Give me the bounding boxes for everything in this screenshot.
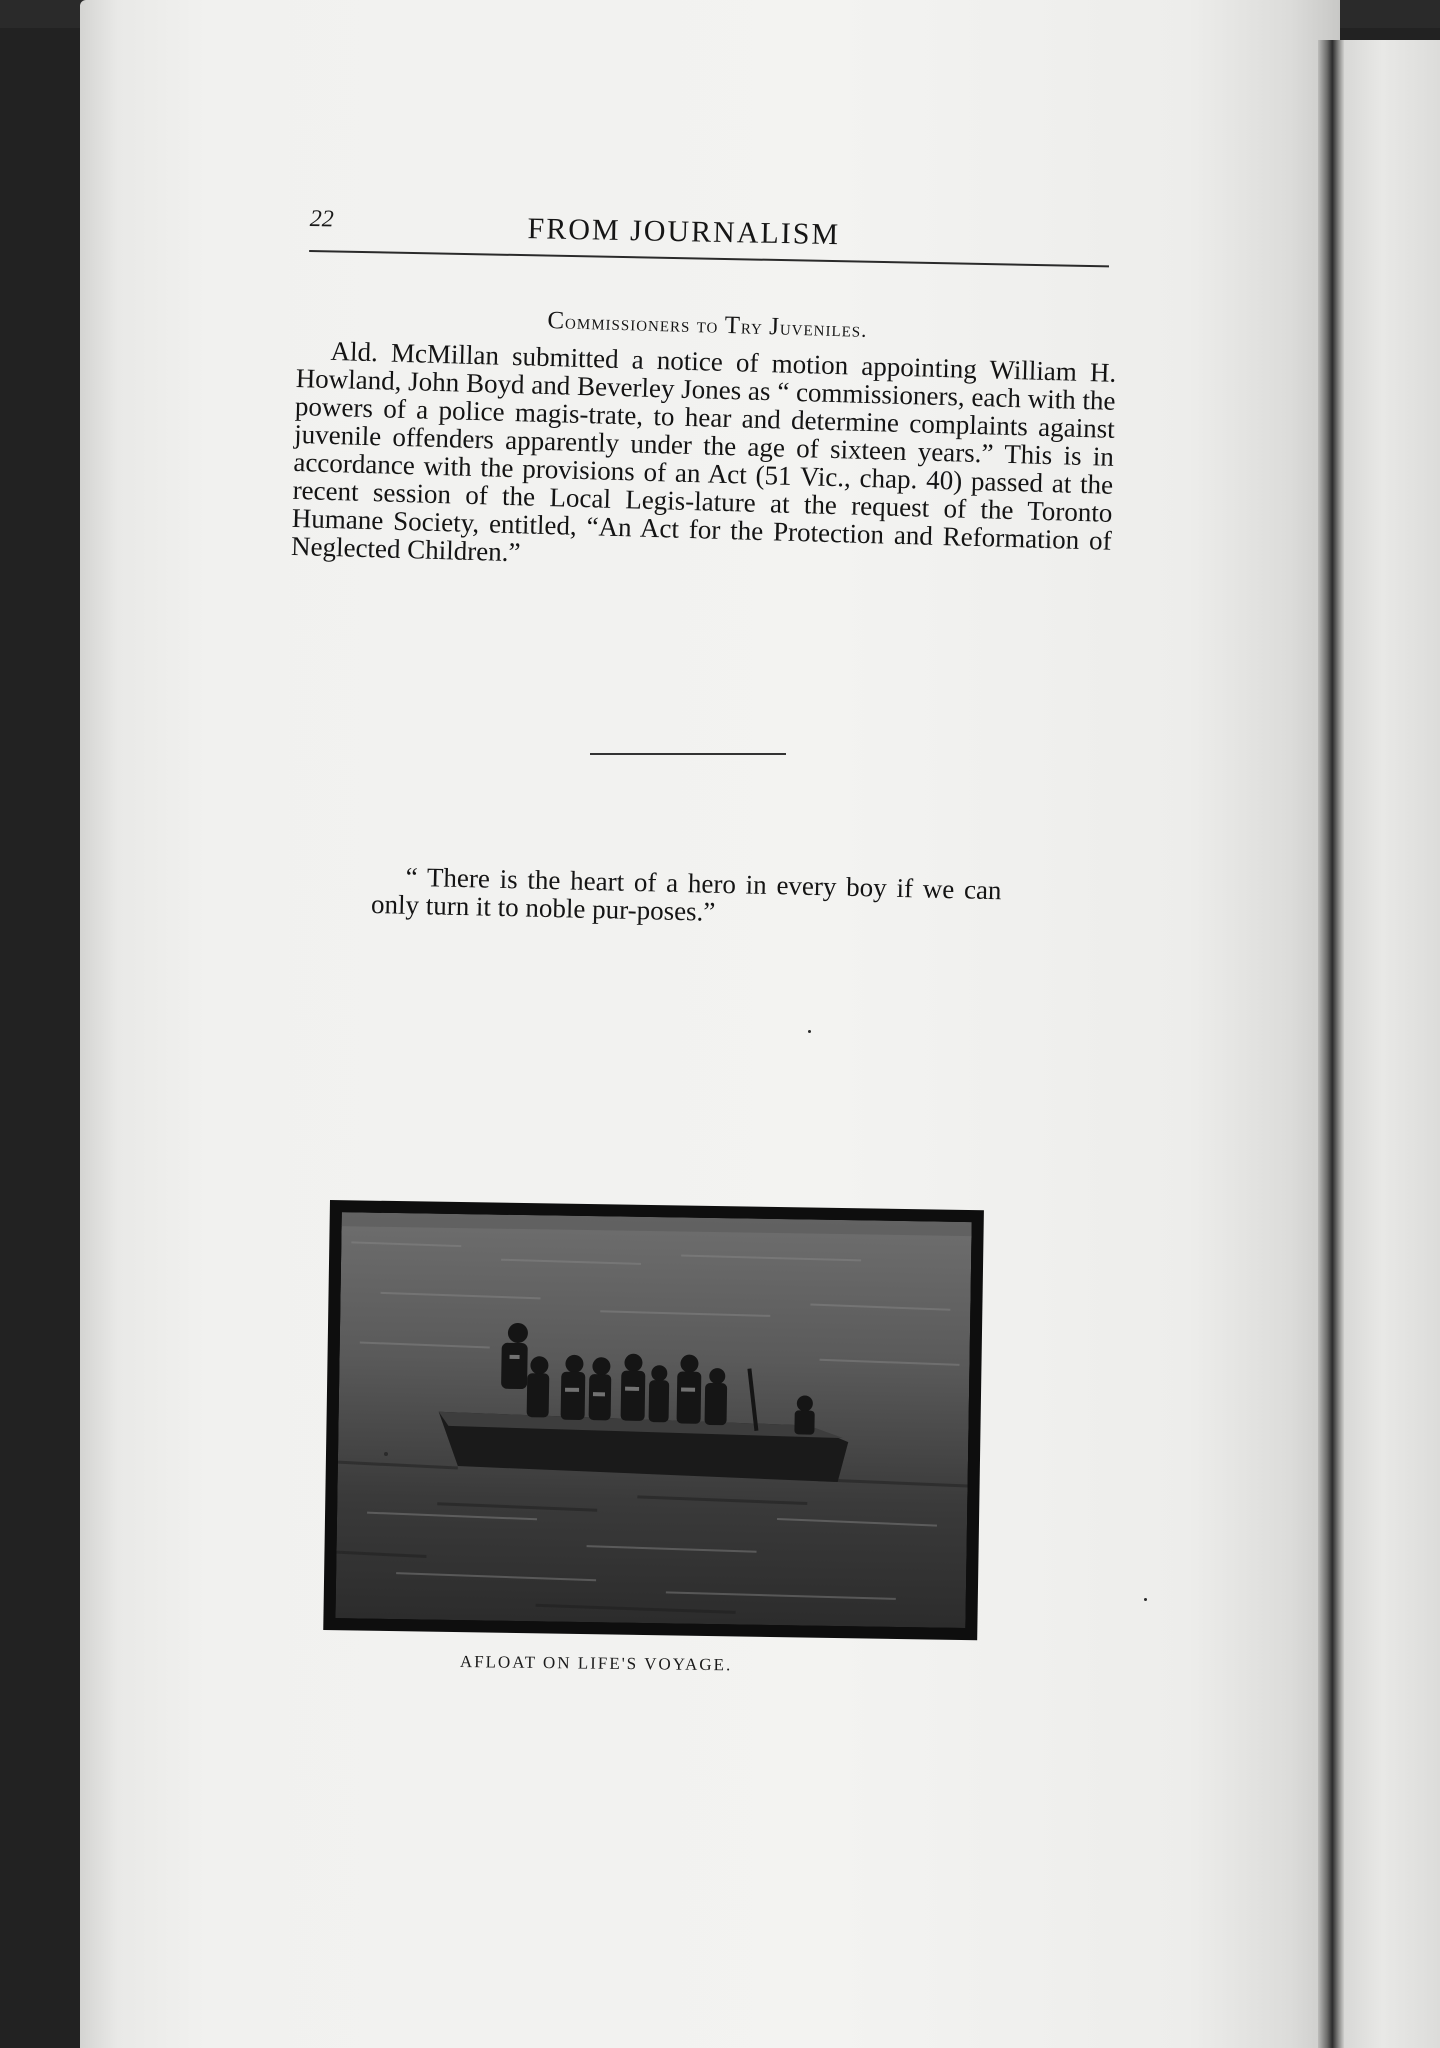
photo-caption: AFLOAT ON LIFE'S VOYAGE. bbox=[459, 1652, 733, 1675]
book-page bbox=[80, 0, 1340, 2048]
article-block bbox=[291, 300, 1118, 583]
article-title: Commissioners to Try Juveniles. bbox=[547, 306, 868, 342]
article-body: Ald. McMillan submitted a notice of motion appointing William H. Howland, John Boyd and Beverley Jones as “ commissioners, each with the powers of a police magis-trate, to hear and determine complaints against juvenile offenders apparently under the age of sixteen years.” This is in accordance with the provisions of an Act (51 Vic., chap. 40) passed at the recent session of the Local Legis-lature at the request of the Toronto Humane Society, entitled, “An Act for the Protection and Reformation of Neglected Children.” bbox=[290, 335, 1117, 568]
scan-speck bbox=[808, 1030, 811, 1033]
scan-speck bbox=[384, 1452, 388, 1456]
quote-text: “ There is the heart of a hero in every boy if we can only turn it to noble pur-poses.” bbox=[370, 861, 1002, 927]
page-number: 22 bbox=[309, 206, 334, 233]
book-gutter bbox=[1318, 40, 1344, 2048]
section-divider bbox=[590, 753, 786, 755]
scan-speck bbox=[1144, 1598, 1147, 1601]
running-head: FROM JOURNALISM bbox=[527, 212, 841, 252]
photograph-boys-in-boat bbox=[335, 1212, 971, 1628]
facing-page-edge bbox=[1344, 40, 1440, 2048]
photo-frame bbox=[323, 1200, 984, 1640]
